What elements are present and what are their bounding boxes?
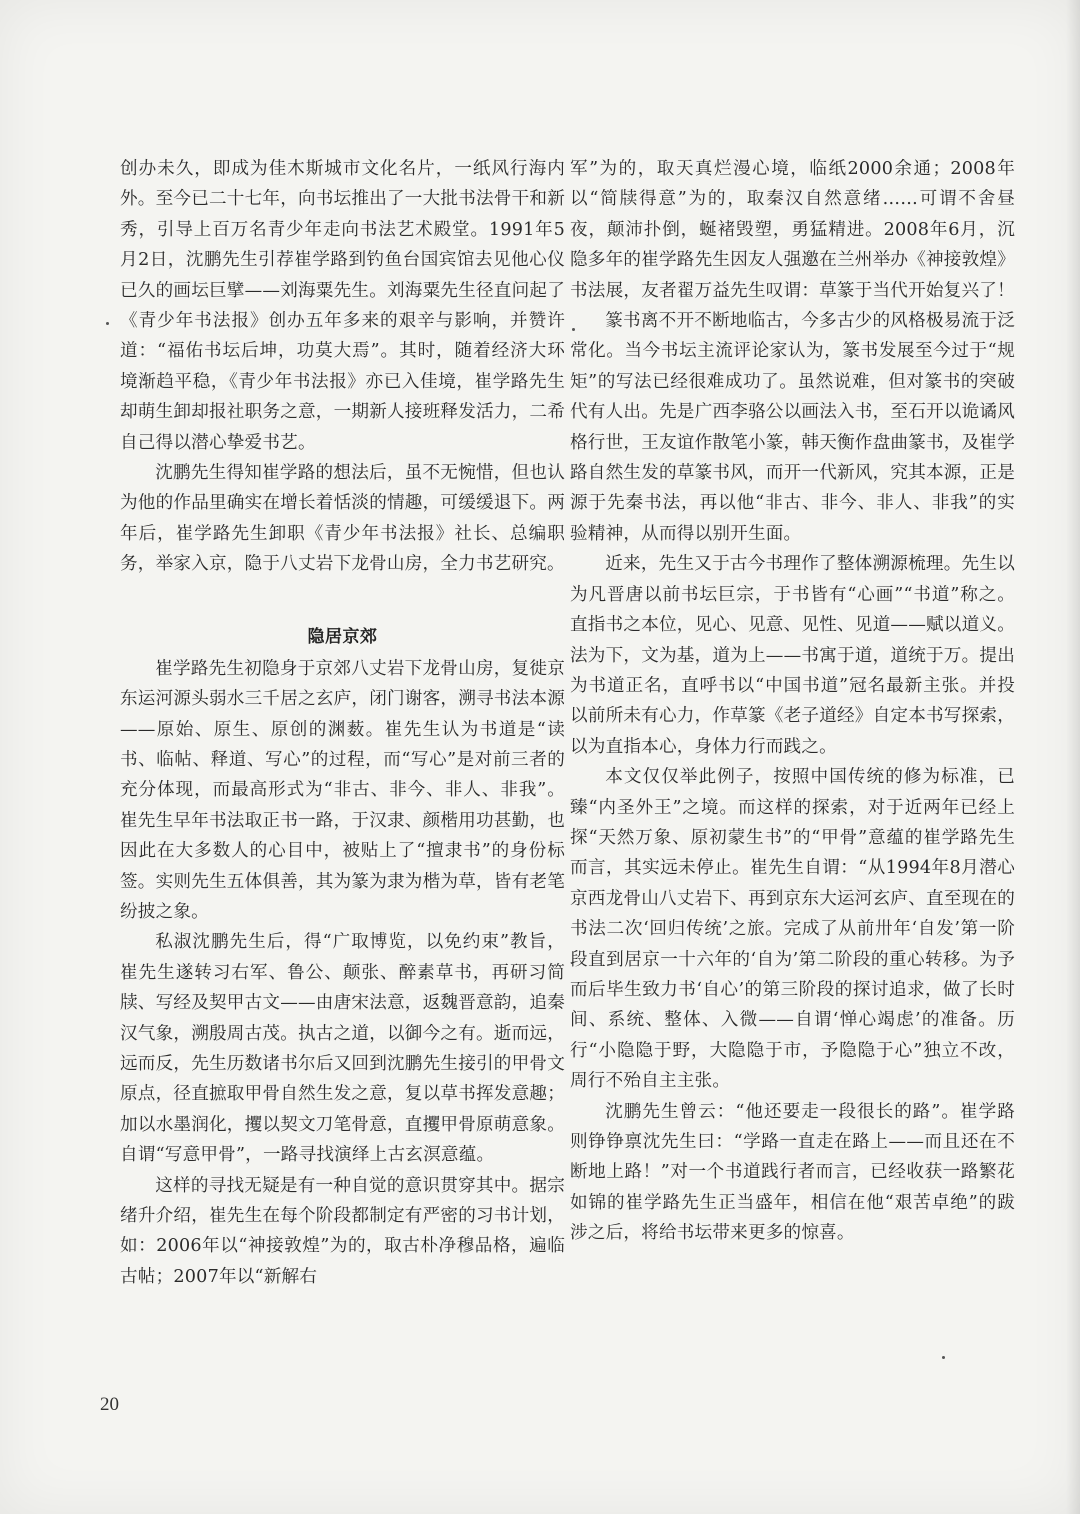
- scan-speck: [942, 1356, 945, 1359]
- body-paragraph: 军”为的，取天真烂漫心境，临纸2000余通；2008年以“简牍得意”为的，取秦汉自然意绪……可谓不舍昼夜，颠沛扑倒，蜒褚毁塑，勇猛精进。2008年6月，沉隐多年的崔学路先生因友人强邀在兰州举办《神接敦煌》书法展，友者翟万益先生叹谓：草篆于当代开始复兴了！: [570, 159, 1015, 301]
- body-paragraph: 篆书离不开不断地临古，今多古少的风格极易流于泛常化。当今书坛主流评论家认为，篆书发展至今过于“规矩”的写法已经很难成功了。虽然说难，但对篆书的突破代有人出。先是广西李骆公以画法入书，至石开以诡谲风格行世，王友谊作散笔小篆，韩天衡作盘曲篆书，及崔学路自然生发的草篆书风，而开一代新风，究其本源，正是源于先秦书法，再以他“非古、非今、非人、非我”的实验精神，从而得以别开生面。: [570, 311, 1015, 544]
- body-paragraph: 沈鹏先生曾云：“他还要走一段很长的路”。崔学路则铮铮禀沈先生曰：“学路一直走在路上——而且还在不断地上路！”对一个书道践行者而言，已经收获一路繁花如锦的崔学路先生正当盛年，相信在他“艰苦卓绝”的跋涉之后，将给书坛带来更多的惊喜。: [570, 1101, 1015, 1244]
- scan-speck: [572, 328, 575, 331]
- body-paragraph: 这样的寻找无疑是有一种自觉的意识贯穿其中。据宗绪升介绍，崔先生在每个阶段都制定有严密的习书计划，如：2006年以“神接敦煌”为的，取古朴净穆品格，遍临古帖；2007年以“新解右: [120, 1175, 565, 1287]
- section-heading: 隐居京郊: [307, 626, 378, 647]
- page-number: 20: [100, 1394, 119, 1415]
- body-paragraph: 私淑沈鹏先生后，得“广取博览，以免约束”教旨，崔先生遂转习右军、鲁公、颠张、醉素草书，再研习简牍、写经及契甲古文——由唐宋法意，返魏晋意韵，追秦汉气象，溯殷周古茂。执古之道，以御今之有。逝而远，远而反，先生历数诸书尔后又回到沈鹏先生接引的甲骨文原点，径直摭取甲骨自然生发之意，复以草书挥发意趣；加以水墨润化，攫以契文刀笔骨意，直攫甲骨原萌意象。自谓“写意甲骨”，一路寻找演绎上古玄溟意蕴。: [120, 932, 565, 1166]
- right-text-column: [570, 154, 1015, 1249]
- scan-speck: [106, 322, 109, 325]
- left-text-column: [120, 154, 565, 1292]
- body-paragraph: 创办未久，即成为佳木斯城市文化名片，一纸风行海内外。至今已二十七年，向书坛推出了一大批书法骨干和新秀，引导上百万名青少年走向书法艺术殿堂。1991年5月2日，沈鹏先生引荐崔学路到钓鱼台国宾馆去见他心仪已久的画坛巨擘——刘海粟先生。刘海粟先生径直问起了《青少年书法报》创办五年多来的艰辛与影响，并赞许道：“福佑书坛后坤，功莫大焉”。其时，随着经济大环境渐趋平稳，《青少年书法报》亦已入佳境，崔学路先生却萌生卸却报社职务之意，一期新人接班释发活力，二希自己得以潜心挚爱书艺。: [120, 159, 565, 453]
- body-paragraph: 近来，先生又于古今书理作了整体溯源梳理。先生以为凡晋唐以前书坛巨宗，于书皆有“心画”“书道”称之。直指书之本位，见心、见意、见性、见道——赋以道义。法为下，文为基，道为上——书寓于道，道统于万。提出为书道正名，直呼书以“中国书道”冠名最新主张。并投以前所未有心力，作草篆《老子道经》自定本书写探索，以为直指本心，身体力行而践之。: [570, 554, 1015, 757]
- body-paragraph: 本文仅仅举此例子，按照中国传统的修为标准，已臻“内圣外王”之境。而这样的探索，对于近两年已经上探“天然万象、原初蒙生书”的“甲骨”意蕴的崔学路先生而言，其实远未停止。崔先生自谓：“从1994年8月潜心京西龙骨山八丈岩下、再到京东大运河玄庐、直至现在的书法二次‘回归传统’之旅。完成了从前卅年‘自发’第一阶段直到居京一十六年的‘自为’第二阶段的重心转移。为予而后毕生致力书‘自心’的第三阶段的探讨追求，做了长时间、系统、整体、入微——自谓‘惮心竭虑’的准备。历行“小隐隐于野，大隐隐于市，予隐隐于心”独立不改，周行不殆自主主张。: [570, 767, 1015, 1092]
- body-paragraph: 崔学路先生初隐身于京郊八丈岩下龙骨山房，复徙京东运河源头弱水三千居之玄庐，闭门谢客，溯寻书法本源——原始、原生、原创的渊薮。崔先生认为书道是“读书、临帖、释道、写心”的过程，而“写心”是对前三者的充分体现，而最高形式为“非古、非今、非人、非我”。崔先生早年书法取正书一路，于汉隶、颜楷用功甚勤，也因此在大多数人的心目中，被贴上了“擅隶书”的身份标签。实则先生五体俱善，其为篆为隶为楷为草，皆有老笔纷披之象。: [120, 658, 565, 922]
- body-paragraph: 沈鹏先生得知崔学路的想法后，虽不无惋惜，但也认为他的作品里确实在增长着恬淡的情趣，可缓缓退下。两年后，崔学路先生卸职《青少年书法报》社长、总编职务，举家入京，隐于八丈岩下龙骨山房，全力书艺研究。: [120, 463, 565, 575]
